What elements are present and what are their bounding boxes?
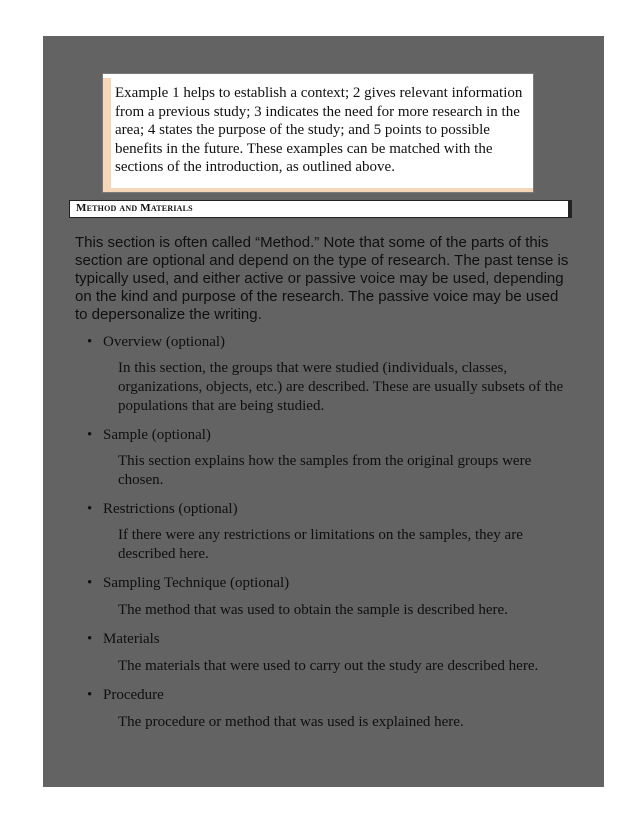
list-item <box>43 629 604 676</box>
item-title: Materials <box>103 631 160 647</box>
list-item <box>43 685 604 732</box>
item-title: Overview (optional) <box>103 334 226 350</box>
item-title: Sample (optional) <box>103 427 211 443</box>
item-description: In this section, the groups that were studied (individuals, classes, organizations, objects, etc.) are described. These are usually subsets of the populations that are being studied. <box>118 360 564 414</box>
bullet-icon: • <box>87 427 93 443</box>
bullet-icon: • <box>87 631 93 647</box>
section-title: Method and Materials <box>76 202 193 214</box>
section-header <box>69 200 572 218</box>
item-description: This section explains how the samples from the original groups were chosen. <box>118 453 532 488</box>
item-title: Restrictions (optional) <box>103 501 238 517</box>
item-description: If there were any restrictions or limitations on the samples, they are described here. <box>118 527 523 562</box>
callout-accent-bar <box>103 78 111 188</box>
bullet-icon: • <box>87 334 93 350</box>
document-page <box>43 36 604 787</box>
bullet-icon: • <box>87 575 93 591</box>
item-description: The procedure or method that was used is explained here. <box>118 714 464 730</box>
list-item <box>43 573 604 620</box>
section-list <box>43 332 604 732</box>
callout-text: Example 1 helps to establish a context; 2 gives relevant information from a previous study; 3 indicates the need for more research in the area; 4 states the purpose of the study; and 5 points to possible benefits in the future. These examples can be matched with the sections of the introduction, as outlined above. <box>115 85 523 175</box>
item-title: Procedure <box>103 687 164 703</box>
list-item <box>43 499 604 564</box>
item-description: The materials that were used to carry out the study are described here. <box>118 658 539 674</box>
bullet-icon: • <box>87 501 93 517</box>
callout-box <box>103 74 533 192</box>
item-description: The method that was used to obtain the sample is described here. <box>118 602 508 618</box>
intro-paragraph: This section is often called “Method.” Note that some of the parts of this section are optional and depend on the type of research. The past tense is typically used, and either active or passive voice may be used, depending on the kind and purpose of the research. The passive voice may be used to depersonalize the writing. <box>75 234 569 323</box>
bullet-icon: • <box>87 687 93 703</box>
item-title: Sampling Technique (optional) <box>103 575 290 591</box>
list-item <box>43 332 604 416</box>
list-item <box>43 425 604 490</box>
